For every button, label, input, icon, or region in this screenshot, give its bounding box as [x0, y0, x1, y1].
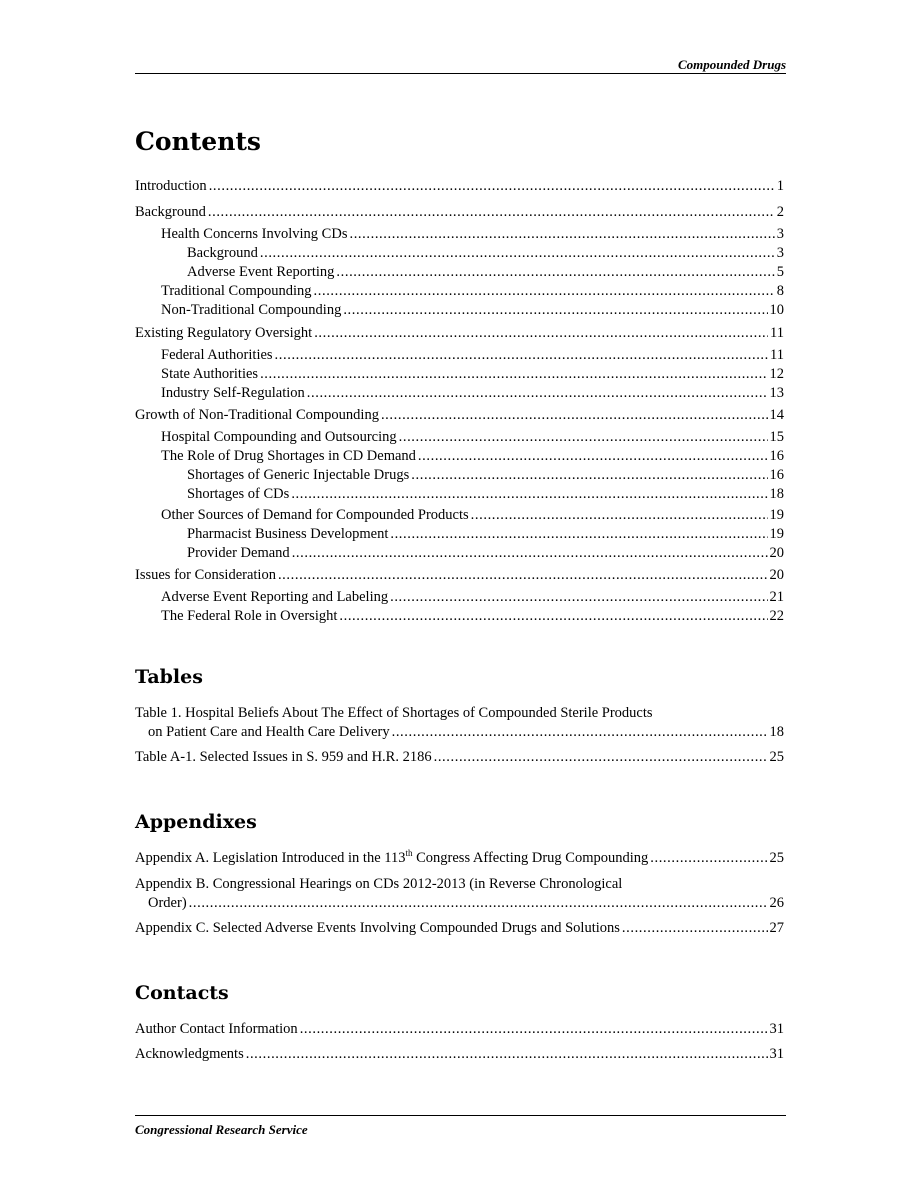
toc-page-number: 8	[776, 283, 784, 299]
toc-entry-acknowledgments[interactable]	[135, 1045, 784, 1064]
toc-entry-text: Existing Regulatory Oversight	[135, 325, 313, 341]
toc-page-number: 14	[769, 407, 784, 423]
toc-entry-issues-for-consideration[interactable]	[135, 566, 784, 585]
toc-entry-generic-injectable-shortages[interactable]	[187, 466, 784, 485]
dot-leader	[434, 748, 768, 767]
toc-entry-background[interactable]	[135, 203, 784, 222]
toc-page-number: 26	[769, 895, 784, 911]
appendix-a-text-start: Appendix A. Legislation Introduced in the 113	[135, 850, 406, 866]
dot-leader	[260, 244, 775, 263]
toc-page-number: 10	[769, 302, 784, 318]
toc-entry-text: Health Concerns Involving CDs	[161, 226, 348, 242]
toc-page-number: 3	[776, 245, 784, 261]
toc-page-number: 25	[769, 850, 784, 866]
toc-entry-federal-role-oversight[interactable]	[161, 607, 784, 626]
toc-entry-text: Other Sources of Demand for Compounded Products	[161, 507, 469, 523]
dot-leader	[399, 428, 768, 447]
contents-heading: Contents	[135, 127, 262, 156]
toc-entry-text: Background	[187, 245, 258, 261]
dot-leader	[418, 447, 768, 466]
appendixes-heading: Appendixes	[135, 811, 257, 833]
toc-entry-federal-authorities[interactable]	[161, 346, 784, 365]
toc-entry-non-traditional-compounding[interactable]	[161, 301, 784, 320]
dot-leader	[381, 406, 768, 425]
toc-entry-text: Adverse Event Reporting	[187, 264, 335, 280]
toc-page-number: 31	[769, 1046, 784, 1062]
toc-entry-appendix-c[interactable]	[135, 919, 784, 938]
toc-entry-text: Provider Demand	[187, 545, 290, 561]
toc-page-number: 16	[769, 467, 784, 483]
footer-text: Congressional Research Service	[135, 1122, 308, 1137]
toc-entry-text: Industry Self-Regulation	[161, 385, 305, 401]
toc-entry-existing-regulatory-oversight[interactable]	[135, 324, 784, 343]
toc-entry-text: State Authorities	[161, 366, 259, 382]
toc-entry-shortages-of-cds[interactable]	[187, 485, 784, 504]
toc-page-number: 27	[769, 920, 784, 936]
toc-entry-pharmacist-business[interactable]	[187, 525, 784, 544]
toc-entry-text: Order)	[148, 895, 187, 911]
toc-entry-text: Growth of Non-Traditional Compounding	[135, 407, 379, 423]
toc-entry-introduction[interactable]	[135, 177, 784, 196]
contacts-heading: Contacts	[135, 982, 229, 1004]
toc-page-number: 3	[776, 226, 784, 242]
toc-page-number: 16	[769, 448, 784, 464]
toc-page-number: 19	[769, 507, 784, 523]
toc-page-number: 25	[769, 749, 784, 765]
toc-entry-appendix-b[interactable]	[148, 894, 784, 913]
toc-page-number: 20	[769, 545, 784, 561]
dot-leader	[291, 485, 767, 504]
page-footer	[135, 1115, 786, 1138]
dot-leader	[339, 607, 767, 626]
dot-leader	[292, 544, 768, 563]
toc-entry-text: Acknowledgments	[135, 1046, 244, 1062]
toc-entry-text: Non-Traditional Compounding	[161, 302, 342, 318]
ordinal-superscript: th	[405, 848, 413, 859]
toc-entry-health-background[interactable]	[187, 244, 784, 263]
dot-leader	[246, 1045, 768, 1064]
dot-leader	[314, 324, 768, 343]
toc-entry-text: Table A-1. Selected Issues in S. 959 and H.R. 2186	[135, 749, 432, 765]
dot-leader	[278, 566, 768, 585]
dot-leader	[314, 282, 775, 301]
toc-page-number: 21	[769, 589, 784, 605]
appendix-a-text-end: Congress Affecting Drug Compounding	[412, 850, 649, 866]
toc-page-number: 31	[769, 1021, 784, 1037]
toc-entry-drug-shortages-role[interactable]	[161, 447, 784, 466]
toc-page-number: 12	[769, 366, 784, 382]
toc-page-number: 13	[769, 385, 784, 401]
toc-entry-hospital-compounding[interactable]	[161, 428, 784, 447]
toc-entry-text: Pharmacist Business Development	[187, 526, 389, 542]
dot-leader	[390, 588, 767, 607]
toc-entry-traditional-compounding[interactable]	[161, 282, 784, 301]
toc-page-number: 5	[776, 264, 784, 280]
toc-page-number: 11	[770, 347, 784, 363]
toc-entry-text: Traditional Compounding	[161, 283, 312, 299]
toc-entry-state-authorities[interactable]	[161, 365, 784, 384]
dot-leader	[411, 466, 767, 485]
toc-page-number: 15	[769, 429, 784, 445]
dot-leader	[390, 525, 767, 544]
running-title: Compounded Drugs	[678, 57, 786, 72]
toc-entry-table-1-line1[interactable]: Table 1. Hospital Beliefs About The Effect of Shortages of Compounded Sterile Products	[135, 705, 653, 721]
toc-page-number: 22	[769, 608, 784, 624]
toc-entry-growth-non-traditional[interactable]	[135, 406, 784, 425]
toc-entry-text: Background	[135, 204, 206, 220]
toc-entry-text: Adverse Event Reporting and Labeling	[161, 589, 389, 605]
tables-heading: Tables	[135, 666, 203, 688]
toc-entry-table-a-1[interactable]	[135, 748, 784, 767]
dot-leader	[650, 849, 767, 868]
dot-leader	[208, 203, 775, 222]
toc-entry-text: Shortages of CDs	[187, 486, 290, 502]
toc-page-number: 18	[769, 486, 784, 502]
toc-entry-adverse-event-reporting[interactable]	[187, 263, 784, 282]
dot-leader	[260, 365, 767, 384]
dot-leader	[275, 346, 768, 365]
toc-entry-text: The Role of Drug Shortages in CD Demand	[161, 448, 416, 464]
toc-entry-text: on Patient Care and Health Care Delivery	[148, 724, 390, 740]
toc-entry-provider-demand[interactable]	[187, 544, 784, 563]
toc-page-number: 20	[769, 567, 784, 583]
toc-page-number: 2	[776, 204, 784, 220]
toc-entry-text: Appendix C. Selected Adverse Events Involving Compounded Drugs and Solutions	[135, 920, 620, 936]
dot-leader	[189, 894, 768, 913]
dot-leader	[471, 506, 768, 525]
toc-entry-text: Author Contact Information	[135, 1021, 298, 1037]
toc-entry-text: Hospital Compounding and Outsourcing	[161, 429, 397, 445]
toc-entry-text: The Federal Role in Oversight	[161, 608, 338, 624]
toc-entry-table-1[interactable]	[148, 723, 784, 742]
toc-entry-adverse-event-labeling[interactable]	[161, 588, 784, 607]
toc-entry-other-demand-sources[interactable]	[161, 506, 784, 525]
dot-leader	[336, 263, 774, 282]
toc-entry-text: Shortages of Generic Injectable Drugs	[187, 467, 410, 483]
toc-page-number: 19	[769, 526, 784, 542]
toc-entry-text: Introduction	[135, 178, 207, 194]
toc-entry-text: Federal Authorities	[161, 347, 273, 363]
dot-leader	[349, 225, 774, 244]
toc-entry-appendix-a[interactable]	[135, 849, 784, 868]
toc-page-number: 11	[770, 325, 784, 341]
dot-leader	[307, 384, 768, 403]
toc-entry-text: Issues for Consideration	[135, 567, 276, 583]
toc-page-number: 18	[769, 724, 784, 740]
toc-entry-industry-self-regulation[interactable]	[161, 384, 784, 403]
dot-leader	[300, 1020, 768, 1039]
dot-leader	[392, 723, 768, 742]
toc-entry-appendix-b-line1[interactable]: Appendix B. Congressional Hearings on CDs 2012-2013 (in Reverse Chronological	[135, 876, 623, 892]
toc-page-number: 1	[776, 178, 784, 194]
toc-entry-text	[135, 849, 648, 868]
toc-entry-health-concerns[interactable]	[161, 225, 784, 244]
dot-leader	[209, 177, 775, 196]
toc-entry-author-contact[interactable]	[135, 1020, 784, 1039]
page-header	[135, 56, 786, 74]
dot-leader	[343, 301, 767, 320]
dot-leader	[622, 919, 768, 938]
